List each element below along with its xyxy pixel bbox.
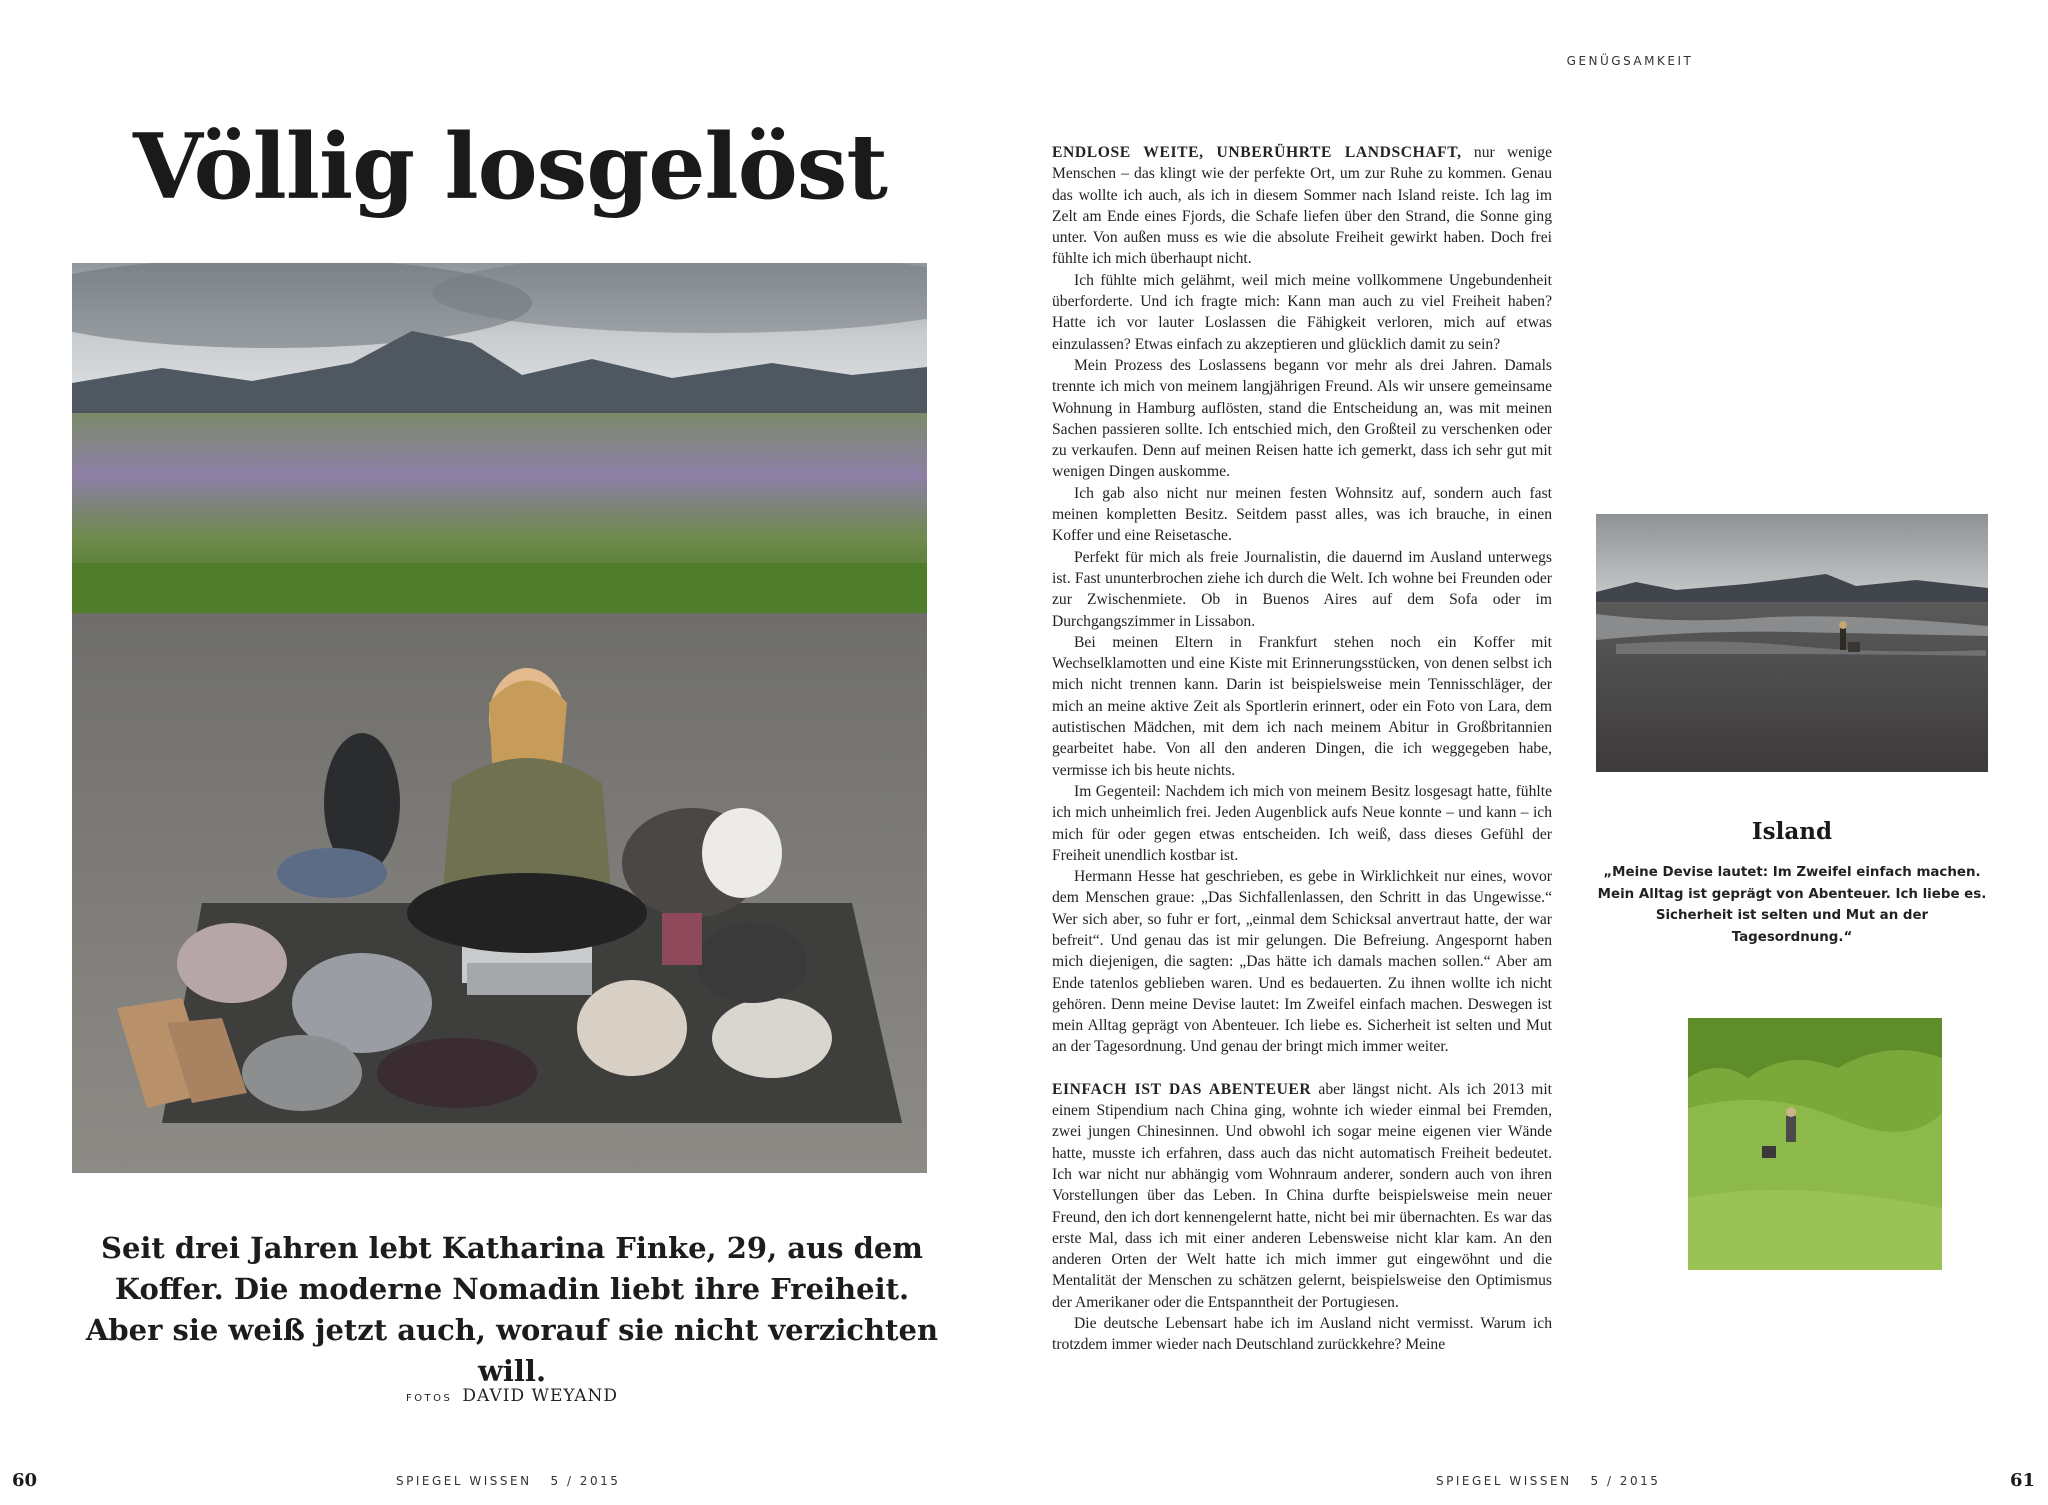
credit-name: DAVID WEYAND: [462, 1386, 619, 1406]
body-paragraph: Mein Prozess des Loslassens begann vor mehr als drei Jahren. Damals trennte ich mich von meinem langjährigen Freund. Als wir unsere gemeinsame Wohnung in Hamburg auflösten, stand die Entscheidung an, was mit meinen Sachen passieren sollte. Ich entschied mich, den Großteil zu verschenken oder zu verkaufen. Denn auf meinen Reisen hatte ich gemerkt, dass ich sehr gut mit wenigen Dingen auskomme.: [1052, 356, 1552, 481]
section-label: GENÜGSAMKEIT: [1566, 54, 1694, 68]
page-number-right: 61: [2010, 1470, 2036, 1491]
body-paragraph: Ich fühlte mich gelähmt, weil mich meine vollkommene Ungebundenheit überforderte. Und ich fragte mich: Kann man auch zu viel Freiheit haben? Hatte ich vor lauter Loslassen die Fähigkeit verloren, mich auf etwas einzulassen? Etwas einfach zu akzeptieren und glücklich damit zu sein?: [1052, 271, 1552, 353]
credit-label: FOTOS: [405, 1393, 453, 1404]
body-paragraph: Hermann Hesse hat geschrieben, es gebe in Wirklichkeit nur eines, wovor dem Menschen graue: „Das Sichfallenlassen, den Schritt in das Ungewisse.“ Wer sich aber, so fuhr er fort, „einmal dem Schicksal anvertraut hatte, der war befreit“. Und genau das ist mir gelungen. Die Befreiung. Angespornt haben mich diejenigen, die sagten: „Das hätte ich damals machen sollen.“ Aber am Ende tatenlos geblieben waren. Und es bedauerten. Zu ihnen wollte ich nicht gehören. Denn meine Devise lautet: Im Zweifel einfach machen. Deswegen ist mein Alltag geprägt von Abenteuer. Ich liebe es. Sicherheit ist selten und Mut an der Tagesordnung. Und genau der bringt mich immer weiter.: [1052, 868, 1552, 1056]
publication-footer-left: SPIEGEL WISSEN 5 / 2015: [396, 1474, 621, 1488]
body-paragraph: Im Gegenteil: Nachdem ich mich von meinem Besitz losgesagt hatte, fühlte ich mich unheimlich frei. Jeden Augenblick aufs Neue konnte – und kann – ich mich für oder gegen etwas entscheiden. Ich weiß, dass dieses Gefühl der Freiheit unendlich kostbar ist.: [1052, 782, 1552, 864]
paragraph-lead-in: EINFACH IST DAS ABENTEUER: [1052, 1080, 1312, 1098]
paragraph-lead-in: ENDLOSE WEITE, UNBERÜHRTE LANDSCHAFT,: [1052, 144, 1462, 161]
publication-footer-right: SPIEGEL WISSEN 5 / 2015: [1436, 1474, 1661, 1488]
page-number-left: 60: [12, 1470, 38, 1491]
article-body: [1052, 142, 1552, 1356]
body-paragraph: Die deutsche Lebensart habe ich im Ausland nicht vermisst. Warum ich trotzdem immer wieder nach Deutschland zurückkehre? Meine: [1052, 1315, 1552, 1354]
article-title: Völlig losgelöst: [133, 114, 887, 220]
body-paragraph: ENDLOSE WEITE, UNBERÜHRTE LANDSCHAFT, nur wenige Menschen – das klingt wie der perfekte Ort, um zur Ruhe zu kommen. Genau das wollte ich auch, als ich in diesem Sommer nach Island reiste. Ich lag im Zelt am Ende eines Fjords, die Schafe liefen über den Strand, die Sonne ging unter. Von außen muss es wie die absolute Freiheit gewirkt haben. Doch frei fühlte ich mich überhaupt nicht.: [1052, 144, 1552, 268]
body-paragraph: Bei meinen Eltern in Frankfurt stehen noch ein Koffer mit Wechselklamotten und eine Kiste mit Erinnerungsstücken, von denen selbst ich mich nicht trennen kann. Darin ist beispielsweise mein Tennisschläger, der mich an meine aktive Zeit als Sportlerin erinnert, oder ein Foto von Lara, dem autistischen Mädchen, mit dem ich nach meinem Abitur in Großbritannien gearbeitet habe. Von all den anderen Dingen, die ich weggegeben habe, vermisse ich bis heute nichts.: [1052, 633, 1552, 779]
main-photo: [72, 263, 927, 1173]
body-paragraph: Ich gab also nicht nur meinen festen Wohnsitz auf, sondern auch fast meinen kompletten Besitz. Seitdem passt alles, was ich brauche, in einen Koffer und eine Reisetasche.: [1052, 484, 1552, 545]
hills-photo: [1688, 1018, 1942, 1270]
sidebar-quote: „Meine Devise lautet: Im Zweifel einfach machen. Mein Alltag ist geprägt von Abenteuer. Ich liebe es. Sicherheit ist selten und Mut an der Tagesordnung.“: [1597, 865, 1987, 945]
body-paragraph: Perfekt für mich als freie Journalistin, die dauernd im Ausland unterwegs ist. Fast ununterbrochen ziehe ich durch die Welt. Ich wohne bei Freunden oder zur Zwischenmiete. Ob in Buenos Aires auf dem Sofa oder im Durchgangszimmer in Lissabon.: [1052, 548, 1552, 630]
sidebar-title: Island: [1751, 818, 1833, 845]
island-photo: [1596, 514, 1988, 772]
body-paragraph: EINFACH IST DAS ABENTEUER aber längst nicht. Als ich 2013 mit einem Stipendium nach China ging, wohnte ich wieder einmal bei Fremden, zwei jungen Chinesinnen. Und obwohl ich sogar meine eigenen vier Wände hatte, musste ich erfahren, dass auch das nicht automatisch Freiheit bedeutet. Ich war nicht nur abhängig vom Wohnraum anderer, sondern auch von ihren Vorstellungen über das Leben. In China durfte beispielsweise mein neuer Freund, den ich dort kennengelernt hatte, nicht bei mir übernachten. Es war das erste Mal, dass ich mit einer anderen Lebensweise nicht klar kam. An den anderen Orten der Welt hatte ich mich immer gut eingewöhnt und die Mentalität der Menschen zu schätzen gelernt, beispielsweise den Optimismus der Amerikaner oder die Entspanntheit der Portugiesen.: [1052, 1080, 1552, 1311]
article-lead: Seit drei Jahren lebt Katharina Finke, 29, aus dem Koffer. Die moderne Nomadin liebt ihre Freiheit. Aber sie weiß jetzt auch, worauf sie nicht verzichten will.: [85, 1231, 939, 1388]
photo-credit: [72, 1386, 952, 1406]
